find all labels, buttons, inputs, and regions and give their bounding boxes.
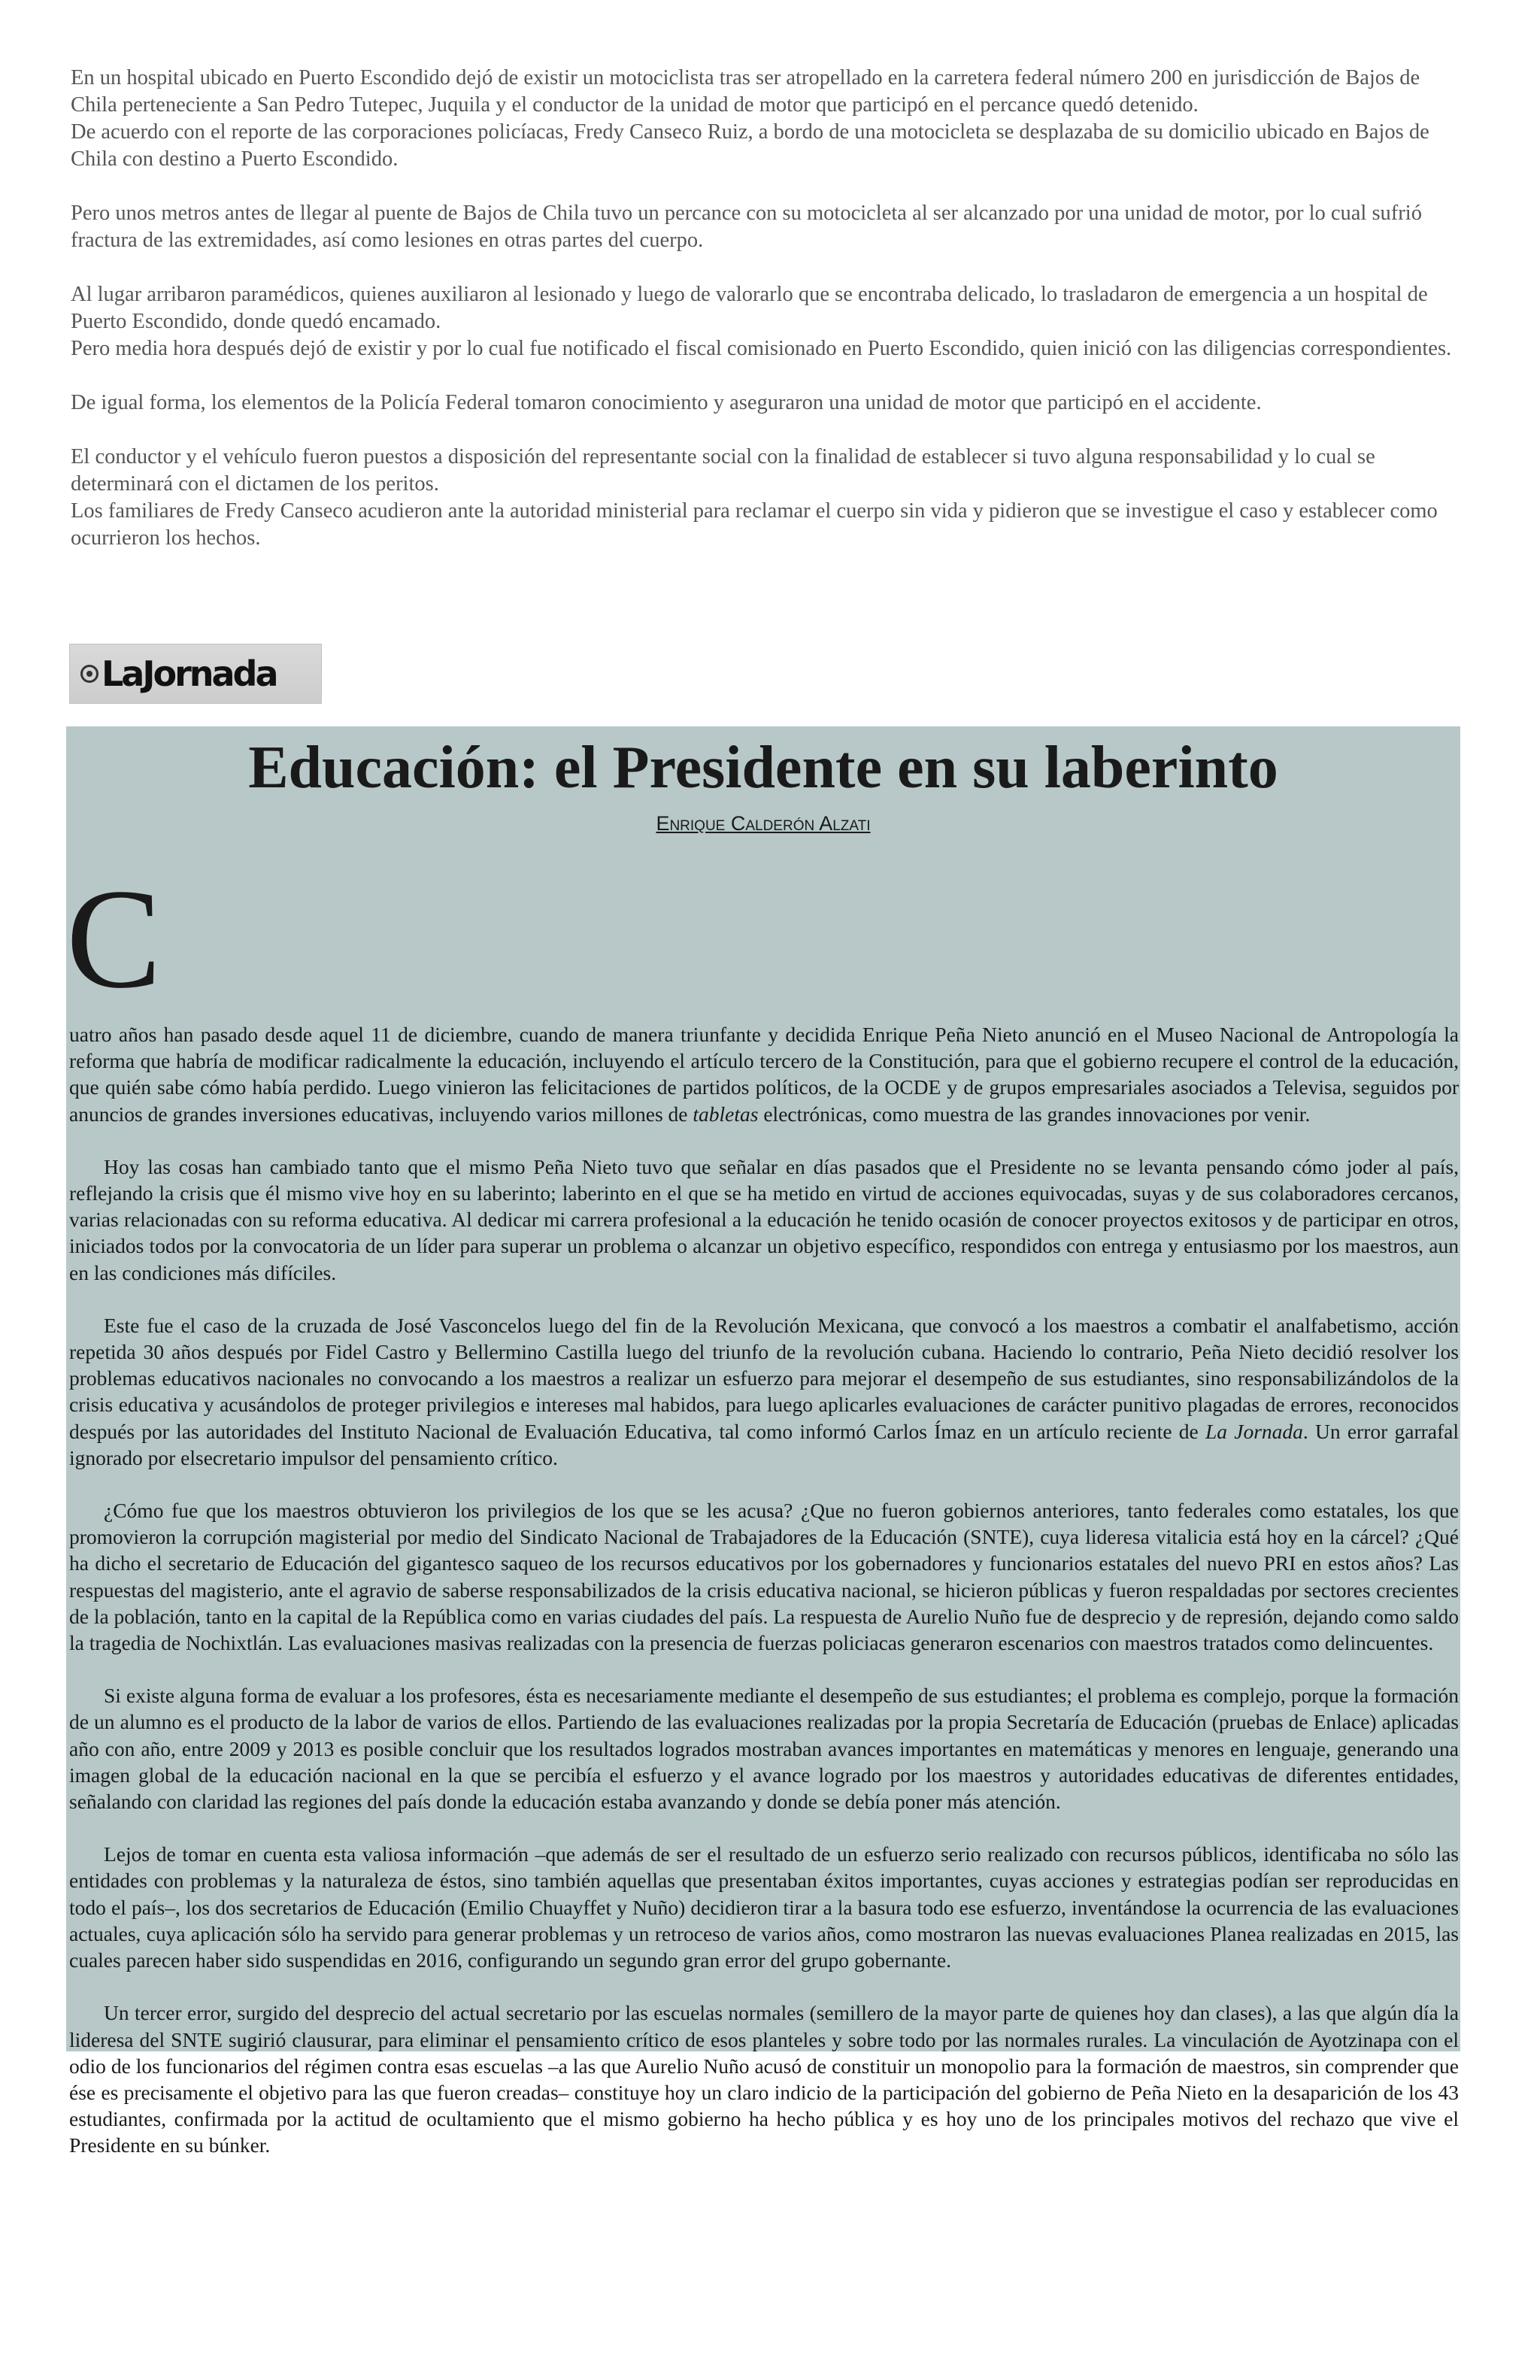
top-paragraph: En un hospital ubicado en Puerto Escondido dejó de existir un motociclista tras ser atropellado en la carretera federal número 200 en jurisdicción de Bajos de Chila perteneciente a San Pedro Tutepec, Juquila y el conductor de la unidad de motor que participó en el percance quedó detenido. De acuerdo con el reporte de las corporaciones policíacas, Fredy Canseco Ruiz, a bordo de una motocicleta se desplazaba de su domicilio ubicado en Bajos de Chila con destino a Puerto Escondido. [71,66,1429,171]
article-headline: Educación: el Presidente en su laberinto [248,735,1278,801]
paragraph-text: electrónicas, como muestra de las grandes innovaciones por venir. [758,1102,1311,1126]
paragraph-text: uatro años han pasado desde aquel 11 de diciembre, cuando de manera triunfante y decidida Enrique Peña Nieto anunció en el Museo Nacional de Antropología la reforma que habría de modificar radicalmente la educación, incluyendo el artículo tercero de la Constitución, para que el gobierno recupere el control de la educación, que quién sabe cómo había perdido. Luego vinieron las felicitaciones de partidos políticos, de la OCDE y de grupos empresariales asociados a Televisa, seguidos por anuncios de grandes inversiones educativas, incluyendo varios millones de [69,1023,1459,1126]
italic-text: La Jornada [1205,1419,1303,1443]
article-body [69,1021,1459,2185]
la-jornada-logo [69,644,322,704]
paragraph-text: Este fue el caso de la cruzada de José Vasconcelos luego del fin de la Revolución Mexicana, que convocó a los maestros a combatir el analfabetismo, acción repetida 30 años después por Fidel Castro y Bellermino Castilla luego del triunfo de la revolución cubana. Haciendo lo contrario, Peña Nieto decidió resolver los problemas educativos nacionales no convocando a los maestros a realizar un esfuerzo para mejorar el desempeño de sus estudiantes, sino responsabilizándolos de la crisis educativa y acusándolos de proteger privilegios e intereses mal habidos, para luego aplicarles evaluaciones de carácter punitivo plagadas de errores, reconocidos después por las autoridades del Instituto Nacional de Evaluación Educativa, tal como informó Carlos Ímaz en un artículo reciente de [69,1313,1459,1443]
italic-text: tabletas [693,1102,759,1126]
main-article [66,726,1460,2157]
article-paragraph [69,1312,1459,1471]
paragraph-text: . Un error garrafal ignorado por elsecretario impulsor del pensamiento crítico. [69,1419,1459,1469]
top-paragraph: Pero unos metros antes de llegar al puente de Bajos de Chila tuvo un percance con su motocicleta al ser alcanzado por una unidad de motor, por lo cual sufrió fractura de las extremidades, así como lesiones en otras partes del cuerpo. [71,202,1422,252]
top-paragraph: De igual forma, los elementos de la Policía Federal tomaron conocimiento y aseguraron una unidad de motor que participó en el accidente. [71,391,1262,414]
article-paragraph: Lejos de tomar en cuenta esta valiosa información –que además de ser el resultado de un esfuerzo serio realizado con recursos públicos, identificaba no sólo las entidades con problemas y la naturaleza de éstos, sino también aquellas que presentaban éxitos importantes, cuyas acciones y estrategias podían ser reproducidas en todo el país–, los dos secretarios de Educación (Emilio Chuayffet y Nuño) decidieron tirar a la basura todo ese esfuerzo, inventándose la ocurrencia de las evaluaciones actuales, cuya aplicación sólo ha servido para generar problemas y un retroceso de varios años, como mostraron las nuevas evaluaciones Planea realizadas en 2015, las cuales parecen haber sido suspendidas en 2016, configurando un segundo gran error del grupo gobernante. [69,1842,1459,1972]
top-article [71,65,1469,579]
logo-ring-icon [80,665,99,683]
article-paragraph: ¿Cómo fue que los maestros obtuvieron los privilegios de los que se les acusa? ¿Que no fueron gobiernos anteriores, tanto federales como estatales, los que promovieron la corrupción magisterial por medio del Sindicato Nacional de Trabajadores de la Educación (SNTE), cuya lideresa vitalicia está hoy en la cárcel? ¿Qué ha dicho el secretario de Educación del gigantesco saqueo de los recursos educativos por los gobernadores y funcionarios estatales del nuevo PRI en estos años? Las respuestas del magisterio, ante el agravio de saberse responsabilizados de la crisis educativa nacional, se hicieron públicas y fueron respaldadas por sectores crecientes de la población, tanto en la capital de la República como en varias ciudades del país. La respuesta de Aurelio Nuño fue de desprecio y de represión, dejando como saldo la tragedia de Nochixtlán. Las evaluaciones masivas realizadas con la presencia de fuerzas policiacas generaron escenarios con maestros tratados como delincuentes. [69,1499,1459,1655]
article-paragraph: Si existe alguna forma de evaluar a los profesores, ésta es necesariamente mediante el desempeño de sus estudiantes; el problema es complejo, porque la formación de un alumno es el producto de la labor de varios de ellos. Partiendo de las evaluaciones realizadas por la propia Secretaría de Educación (pruebas de Enlace) aplicadas año con año, entre 2009 y 2013 es posible concluir que los resultados logrados mostraban avances importantes en matemáticas y menores en lenguaje, generando una imagen global de la educación nacional en la que se percibía el esfuerzo y el avance logrado por los maestros y autoridades educativas de diferentes entidades, señalando con claridad las regiones del país donde la educación estaba avanzando y donde se debía poner más atención. [69,1684,1459,1814]
top-paragraph: El conductor y el vehículo fueron puestos a disposición del representante social con la finalidad de establecer si tuvo alguna responsabilidad y lo cual se determinará con el dictamen de los peritos. Los familiares de Fredy Canseco acudieron ante la autoridad ministerial para reclamar el cuerpo sin vida y pidieron que se investigue el caso y establecer como ocurrieron los hechos. [71,445,1438,550]
article-paragraph: Un tercer error, surgido del desprecio del actual secretario por las escuelas normales (semillero de la mayor parte de quienes hoy dan clases), a las que algún día la lideresa del SNTE sugirió clausurar, para eliminar el pensamiento crítico de esos planteles y sobre todo por las normales rurales. La vinculación de Ayotzinapa con el odio de los funcionarios del régimen contra esas escuelas –a las que Aurelio Nuño acusó de constituir un monopolio para la formación de maestros, sin comprender que ése es precisamente el objetivo para las que fueron creadas– constituye hoy un claro indicio de la participación del gobierno de Peña Nieto en la desaparición de los 43 estudiantes, confirmada por la actitud de ocultamiento que el mismo gobierno ha hecho pública y es hoy uno de los principales motivos del rechazo que vive el Presidente en su búnker. [69,2001,1459,2157]
drop-cap: C [66,860,162,1018]
article-paragraph: Hoy las cosas han cambiado tanto que el mismo Peña Nieto tuvo que señalar en días pasados que el Presidente no se levanta pensando cómo joder al país, reflejando la crisis que él mismo vive hoy en su laberinto; laberinto en el que se ha metido en virtud de acciones equivocadas, suyas y de sus colaboradores cercanos, varias relacionadas con su reforma educativa. Al dedicar mi carrera profesional a la educación he tenido ocasión de conocer proyectos exitosos y de participar en otros, iniciados todos por la convocatoria de un líder para superar un problema o alcanzar un objetivo específico, respondidos con entrega y entusiasmo por los maestros, aun en las condiciones más difíciles. [69,1154,1459,1284]
top-paragraph: Al lugar arribaron paramédicos, quienes auxiliaron al lesionado y luego de valorarlo que se encontraba delicado, lo trasladaron de emergencia a un hospital de Puerto Escondido, donde quedó encamado. Pero media hora después dejó de existir y por lo cual fue notificado el fiscal comisionado en Puerto Escondido, quien inició con las diligencias correspondientes. [71,283,1452,360]
logo-wordmark: LaJornada [102,653,277,694]
article-paragraph [69,1021,1459,1127]
article-byline[interactable]: Enrique Calderón Alzati [656,812,871,835]
